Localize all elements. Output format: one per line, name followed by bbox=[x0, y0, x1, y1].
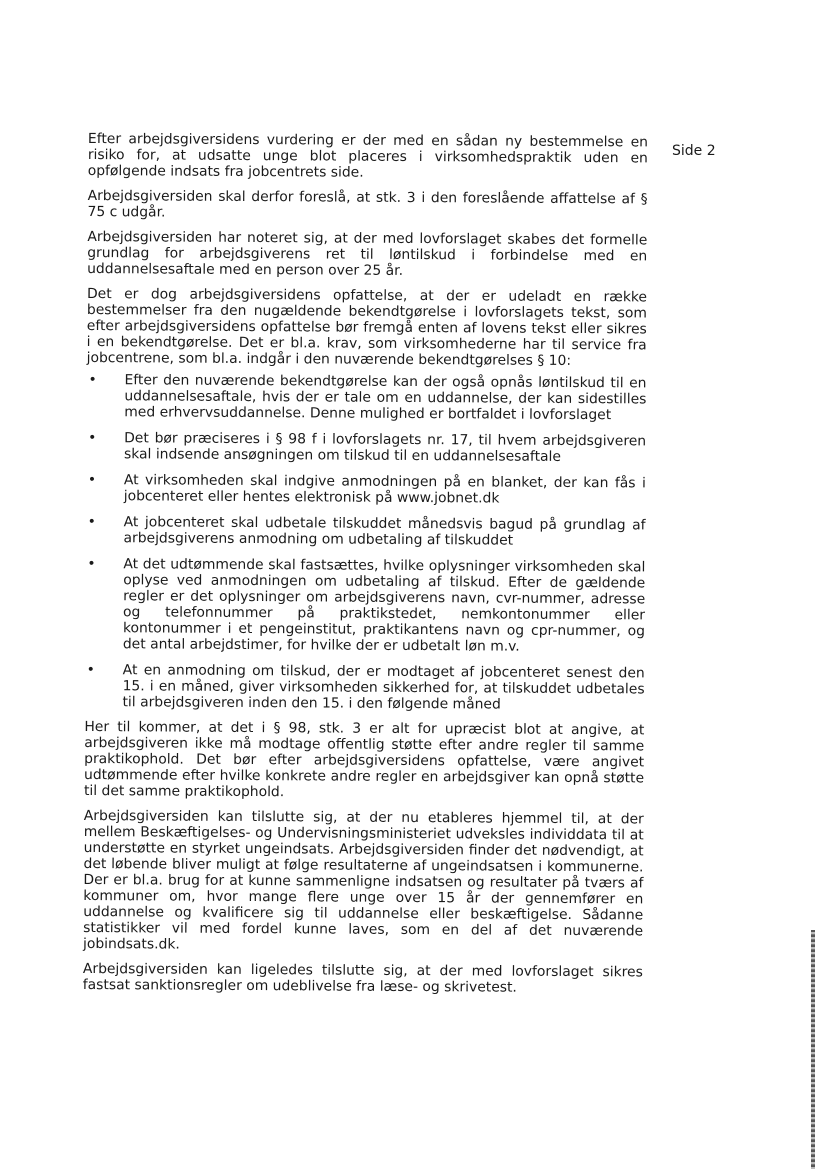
page-number: Side 2 bbox=[672, 143, 716, 159]
list-item-text: At jobcenteret skal udbetale tilskuddet månedsvis bagud på grundlag af arbejdsgiverens anmodning om udbetaling af tilskuddet bbox=[123, 514, 646, 549]
list-item-text: At virksomheden skal indgive anmodningen på en blanket, der kan fås i jobcenteret eller hentes elektronisk på www.jobnet.dk bbox=[123, 472, 646, 507]
bullet-icon: • bbox=[87, 556, 96, 573]
list-item-text: At det udtømmende skal fastsættes, hvilke oplysninger virksomheden skal oplyse ved anmodningen om udbetaling af tilskud. Efter de gældende regler er det oplysninger om arbejdsgiverens navn, cvr-nummer, adresse og telefonnummer på praktikstedet, nemkontonummer eller kontonummer i et pengeinstitut, praktikantens navn og cpr-nummer, og det antal arbejdstimer, for hvilke der er udbetalt løn m.v. bbox=[122, 556, 646, 655]
bullet-list bbox=[84, 372, 646, 713]
paragraph: Efter arbejdsgiversidens vurdering er der med en sådan ny bestemmelse en risiko for, at udsatte unge blot placeres i virksomhedspraktik uden en opfølgende indsats fra jobcentrets side. bbox=[87, 131, 648, 181]
paragraph: Det er dog arbejdsgiversidens opfattelse, at der er udeladt en række bestemmelser fra den nugældende bekendtgørelse i lovforslagets tekst, som efter arbejdsgiversidens opfattelse bør fremgå enten af lovens tekst eller sikres i en bekendtgørelse. Det er bl.a. krav, som virksomhederne har til service fra jobcentrene, som bl.a. indgår i den nuværende bekendtgørelses § 10: bbox=[86, 285, 648, 369]
bullet-icon: • bbox=[87, 514, 96, 531]
list-item bbox=[86, 430, 646, 465]
paragraph: Arbejdsgiversiden kan ligeledes tilslutte sig, at der med lovforslaget sikres fastsat sanktionsregler om udeblivelse fra læse- og skrivetest. bbox=[82, 960, 643, 996]
paragraph: Arbejdsgiversiden har noteret sig, at der med lovforslaget skabes det formelle grundlag for arbejdsgiverens ret til løntilskud i forbindelse med en uddannelsesaftale med en person over 25 år. bbox=[87, 228, 648, 279]
list-item bbox=[86, 372, 646, 423]
list-item-text: Det bør præciseres i § 98 f i lovforslagets nr. 17, til hvem arbejdsgiveren skal indsende ansøgningen om tilskud til en uddannelsesaftale bbox=[123, 430, 647, 465]
paragraph: Arbejdsgiversiden skal derfor foreslå, at stk. 3 i den foreslående affattelse af § 75 c udgår. bbox=[87, 187, 648, 221]
scan-edge-artifact bbox=[811, 930, 815, 1169]
document-body bbox=[83, 131, 648, 1005]
bullet-icon: • bbox=[88, 372, 97, 389]
list-item bbox=[85, 556, 646, 655]
paragraph: Her til kommer, at det i § 98, stk. 3 er alt for upræcist blot at angive, at arbejdsgiveren ikke må modtage offentlig støtte efter andre regler til samme praktikophold. Det bør efter arbejdsgiversidens opfattelse, være angivet udtømmende efter hvilke konkrete andre regler en arbejdsgiver kan opnå støtte til det samme praktikophold. bbox=[83, 718, 645, 801]
list-item bbox=[86, 472, 646, 507]
list-item-text: At en anmodning om tilskud, der er modtaget af jobcenteret senest den 15. i en måned, giver virksomheden sikkerhed for, at tilskuddet udbetales til arbejdsgiveren inden den 15. i den følgende måned bbox=[122, 662, 645, 713]
list-item bbox=[84, 662, 644, 713]
paragraph: Arbejdsgiversiden kan tilslutte sig, at der nu etableres hjemmel til, at der mellem Beskæftigelses- og Undervisningsministeriet udveksles individdata til at understøtte en styrket ungeindsats. Arbejdsgiversiden finder det nødvendigt, at det løbende bliver muligt at følge resultaterne af ungeindsatsen i kommunerne. Der er bl.a. brug for at kunne sammenligne indsatsen og resultater på tværs af kommuner om, hvor mange flere unge over 15 år der gennemfører en uddannelse og kvalificere sig til uddannelse eller beskæftigelse. Sådanne statistikker vil med fordel kunne laves, som en del af det nuværende jobindsats.dk. bbox=[82, 807, 644, 953]
bullet-icon: • bbox=[87, 472, 97, 489]
bullet-icon: • bbox=[86, 662, 95, 679]
bullet-icon: • bbox=[88, 430, 97, 447]
list-item-text: Efter den nuværende bekendtgørelse kan der også opnås løntilskud til en uddannelsesaftale, hvis der er tale om en uddannelse, der kan sidestilles med erhvervsuddannelse. Denne mulighed er bortfaldet i lovforslaget bbox=[124, 372, 647, 424]
list-item bbox=[85, 514, 645, 549]
